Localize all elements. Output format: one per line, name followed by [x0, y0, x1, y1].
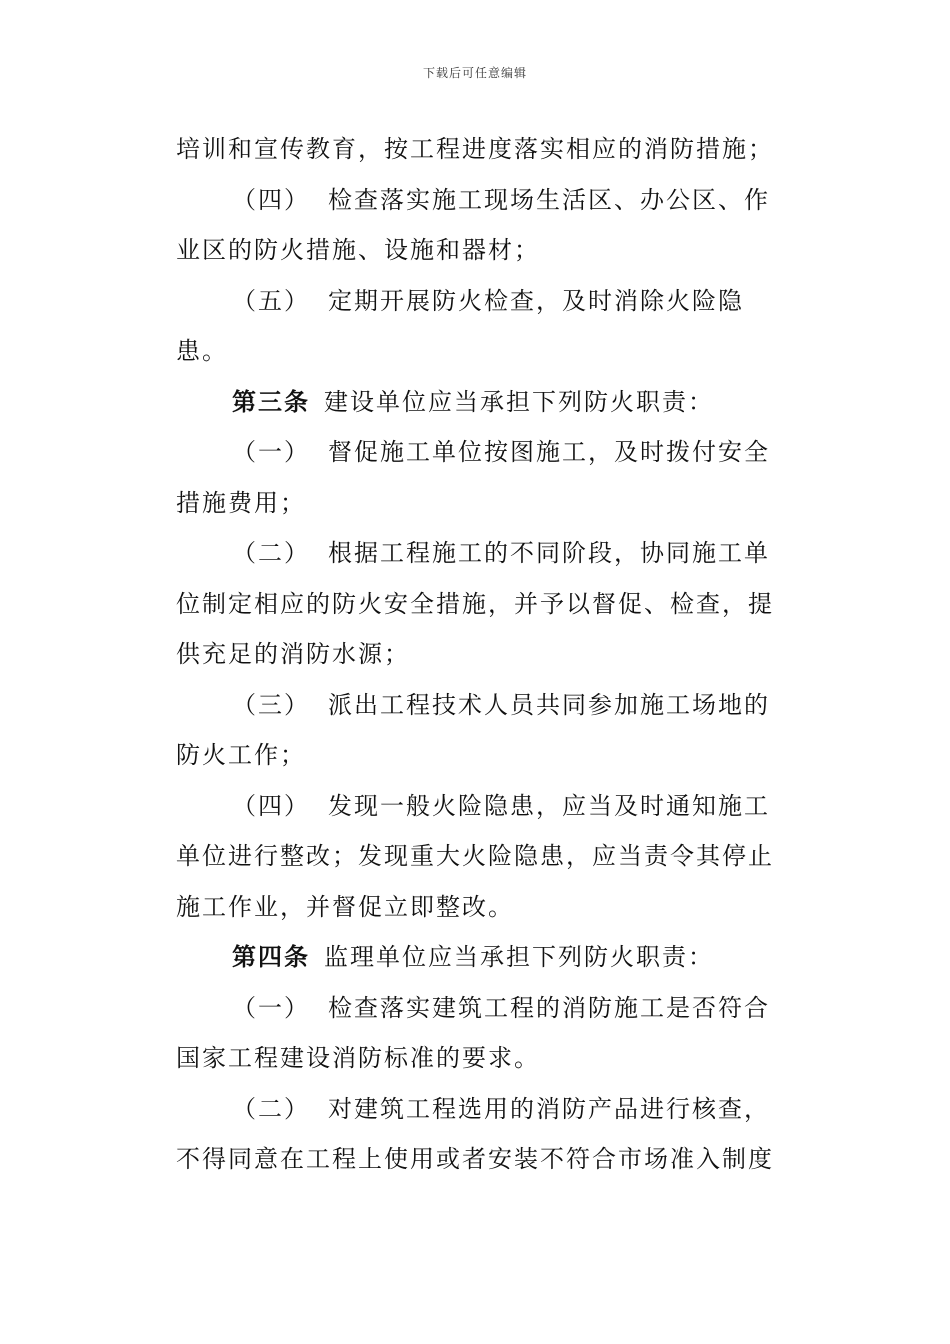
item-text: 定期开展防火检查，及时消除火险隐: [328, 286, 744, 315]
item-text: 对建筑工程选用的消防产品进行核查，: [328, 1094, 770, 1123]
text-line: 不得同意在工程上使用或者安装不符合市场准入制度: [176, 1145, 774, 1173]
list-item: [176, 427, 776, 478]
item-number: （一）: [232, 993, 310, 1022]
text-line: 培训和宣传教育，按工程进度落实相应的消防措施；: [176, 135, 774, 163]
item-text: 根据工程施工的不同阶段，协同施工单: [328, 539, 770, 567]
list-item: [176, 175, 776, 226]
text-line: 患。: [176, 337, 228, 365]
text-line: 单位进行整改；发现重大火险隐患，应当责令其停止: [176, 842, 774, 870]
item-text: 派出工程技术人员共同参加施工场地的: [328, 690, 770, 719]
list-item: [176, 781, 776, 832]
article-heading: 第四条: [232, 942, 310, 971]
article-text: 监理单位应当承担下列防火职责：: [324, 943, 714, 971]
list-item: [176, 528, 776, 579]
item-number: （四）: [232, 791, 310, 820]
text-line: 供充足的消防水源；: [176, 640, 410, 668]
article-heading: 第三条: [232, 386, 310, 416]
item-number: （四）: [232, 185, 310, 214]
item-text: 检查落实建筑工程的消防施工是否符合: [328, 993, 770, 1022]
article-text: 建设单位应当承担下列防火职责：: [324, 387, 714, 416]
item-text: 督促施工单位按图施工，及时拨付安全: [328, 438, 770, 466]
article-3: [176, 377, 776, 428]
text-line: 国家工程建设消防标准的要求。: [176, 1044, 540, 1072]
item-text: 检查落实施工现场生活区、办公区、作: [328, 185, 770, 214]
text-line: 施工作业，并督促立即整改。: [176, 892, 514, 921]
list-item: [176, 1084, 776, 1135]
list-item: [176, 276, 776, 327]
page-header-note: 下载后可任意编辑: [422, 66, 527, 80]
item-number: （二）: [232, 1094, 310, 1123]
text-line: 防火工作；: [176, 741, 306, 769]
item-number: （五）: [232, 286, 310, 315]
text-line: 位制定相应的防火安全措施，并予以督促、检查，提: [176, 589, 774, 618]
document-body: [176, 124, 776, 1185]
item-text: 发现一般火险隐患，应当及时通知施工: [328, 791, 770, 820]
item-number: （三）: [232, 690, 310, 719]
list-item: [176, 680, 776, 731]
text-line: 措施费用；: [176, 488, 306, 517]
text-line: 业区的防火措施、设施和器材；: [176, 236, 540, 264]
item-number: （二）: [232, 539, 310, 567]
article-4: [176, 932, 776, 983]
item-number: （一）: [232, 438, 310, 466]
list-item: [176, 983, 776, 1034]
